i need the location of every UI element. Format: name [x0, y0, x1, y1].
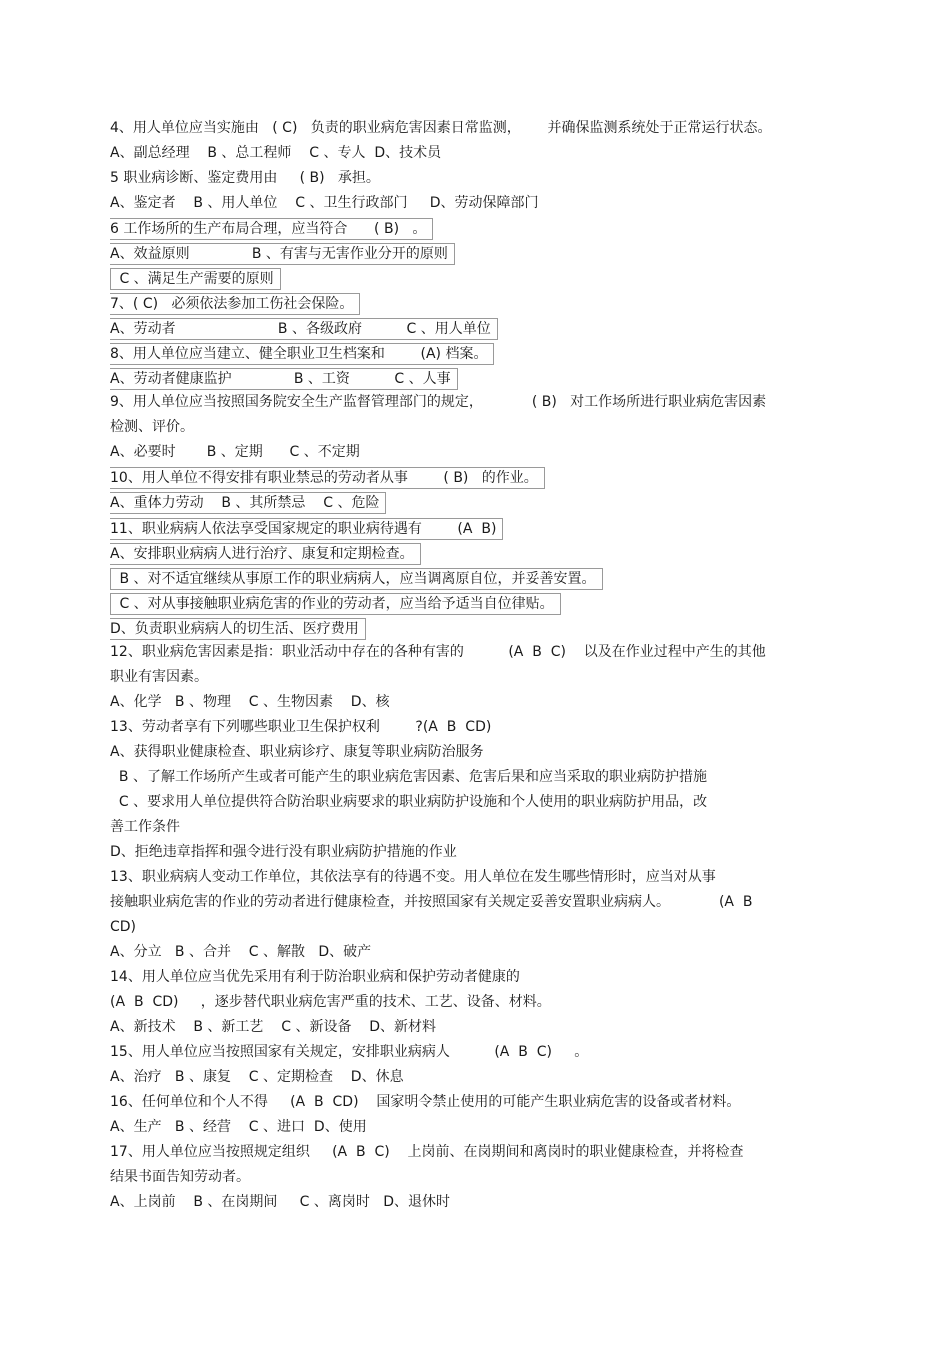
question-10-options: A、重体力劳动 B 、其所禁忌 C 、危险	[110, 492, 386, 514]
question-10-text: 10、用人单位不得安排有职业禁忌的劳动者从事 ( B) 的作业。	[110, 467, 545, 489]
question-16-options: A、生产 B 、经营 C 、进口 D、使用	[110, 1119, 367, 1135]
question-14-text-cont: (A B CD) ，逐步替代职业病危害严重的技术、工艺、设备、材料。	[110, 994, 551, 1010]
question-13-option-c: C 、要求用人单位提供符合防治职业病要求的职业病防护设施和个人使用的职业病防护用品，改	[110, 794, 708, 810]
question-11-option-d: D、负责职业病病人的切生活、医疗费用	[110, 618, 366, 640]
question-13b-text: 13、职业病病人变动工作单位，其依法享有的待遇不变。用人单位在发生哪些情形时，应当对从事	[110, 869, 716, 885]
question-13b-answer: CD)	[110, 919, 137, 935]
question-13-text: 13、劳动者享有下列哪些职业卫生保护权利 ?(A B CD)	[110, 719, 492, 735]
question-7-text: 7、( C) 必须依法参加工伤社会保险。	[110, 293, 360, 315]
question-11-text: 11、职业病病人依法享受国家规定的职业病待遇有 (A B)	[110, 518, 503, 540]
question-17-text: 17、用人单位应当按照规定组织 (A B C) 上岗前、在岗期间和离岗时的职业健康检查，并将检查	[110, 1144, 744, 1160]
question-5-text: 5 职业病诊断、鉴定费用由 ( B) 承担。	[110, 170, 380, 186]
question-13-option-a: A、获得职业健康检查、职业病诊疗、康复等职业病防治服务	[110, 744, 484, 760]
question-15-options: A、治疗 B 、康复 C 、定期检查 D、休息	[110, 1069, 404, 1085]
question-11-option-b: B 、对不适宜继续从事原工作的职业病病人，应当调离原自位，并妥善安置。	[110, 568, 603, 590]
question-13-option-c-cont: 善工作条件	[110, 819, 180, 835]
question-11-option-c: C 、对从事接触职业病危害的作业的劳动者，应当给予适当自位律贴。	[110, 593, 561, 615]
question-6-option-c: C 、满足生产需要的原则	[110, 268, 281, 290]
question-12-text: 12、职业病危害因素是指：职业活动中存在的各种有害的 (A B C) 以及在作业过程中产生的其他	[110, 644, 766, 660]
question-9-text-cont: 检测、评价。	[110, 419, 194, 435]
question-17-options: A、上岗前 B 、在岗期间 C 、离岗时 D、退休时	[110, 1194, 451, 1210]
question-13-option-d: D、拒绝违章指挥和强令进行没有职业病防护措施的作业	[110, 844, 457, 860]
question-9-text: 9、用人单位应当按照国务院安全生产监督管理部门的规定， ( B) 对工作场所进行职业病危害因素	[110, 394, 767, 410]
question-6-options-ab: A、效益原则 B 、有害与无害作业分开的原则	[110, 243, 455, 265]
question-8-options: A、劳动者健康监护 B 、工资 C 、人事	[110, 368, 458, 390]
question-13-option-b: B 、了解工作场所产生或者可能产生的职业病危害因素、危害后果和应当采取的职业病防护措施	[110, 769, 707, 785]
question-8-text: 8、用人单位应当建立、健全职业卫生档案和 (A) 档案。	[110, 343, 494, 365]
question-17-text-cont: 结果书面告知劳动者。	[110, 1169, 250, 1185]
question-15-text: 15、用人单位应当按照国家有关规定，安排职业病病人 (A B C) 。	[110, 1044, 589, 1060]
question-5-options: A、鉴定者 B 、用人单位 C 、卫生行政部门 D、劳动保障部门	[110, 195, 539, 211]
question-14-options: A、新技术 B 、新工艺 C 、新设备 D、新材料	[110, 1019, 437, 1035]
question-13b-options: A、分立 B 、合并 C 、解散 D、破产	[110, 944, 372, 960]
question-12-options: A、化学 B 、物理 C 、生物因素 D、核	[110, 694, 390, 710]
question-7-options: A、劳动者 B 、各级政府 C 、用人单位	[110, 318, 498, 340]
question-4-text: 4、用人单位应当实施由 ( C) 负责的职业病危害因素日常监测， 并确保监测系统处于正常运行状态。	[110, 120, 772, 136]
question-9-options: A、必要时 B 、定期 C 、不定期	[110, 444, 360, 460]
question-12-text-cont: 职业有害因素。	[110, 669, 208, 685]
question-4-options: A、副总经理 B 、总工程师 C 、专人 D、技术员	[110, 145, 442, 161]
question-11-option-a: A、安排职业病病人进行治疗、康复和定期检查。	[110, 543, 421, 565]
question-13b-text-cont: 接触职业病危害的作业的劳动者进行健康检查，并按照国家有关规定妥善安置职业病病人。 (A B	[110, 894, 753, 910]
question-16-text: 16、任何单位和个人不得 (A B CD) 国家明令禁止使用的可能产生职业病危害的设备或者材料。	[110, 1094, 741, 1110]
question-6-text: 6 工作场所的生产布局合理，应当符合 ( B) 。	[110, 218, 433, 240]
question-14-text: 14、用人单位应当优先采用有利于防治职业病和保护劳动者健康的	[110, 969, 520, 985]
